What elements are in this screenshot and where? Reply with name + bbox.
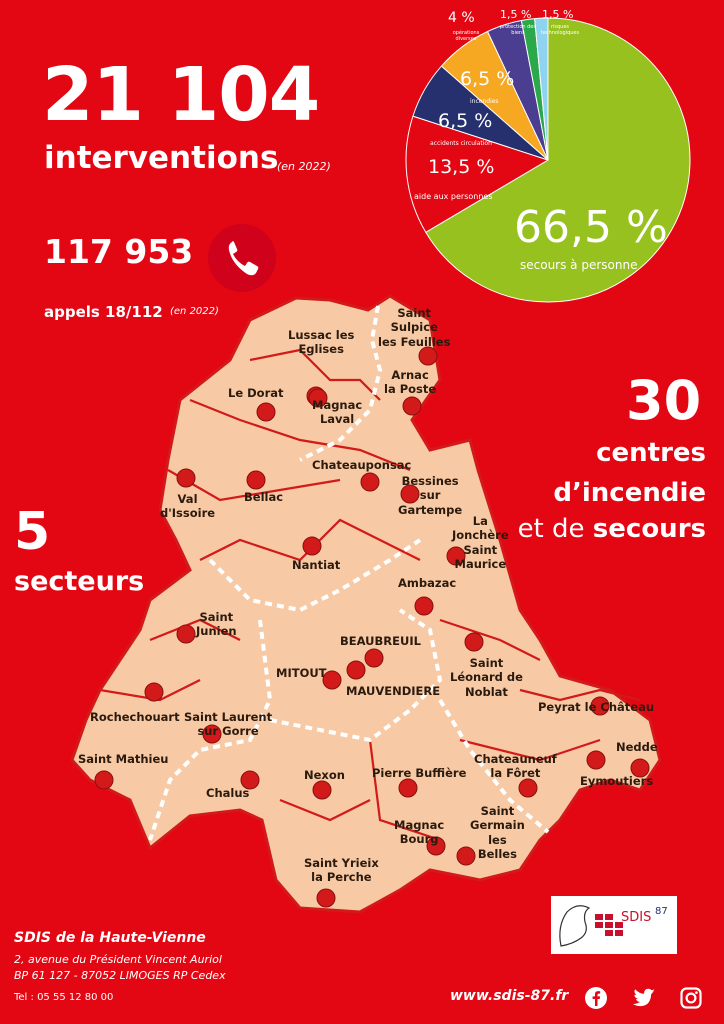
city-label: La Jonchère Saint Maurice <box>452 514 509 572</box>
instagram-icon[interactable] <box>680 987 702 1013</box>
station-marker <box>317 889 335 907</box>
pie-label-protection-value: 1,5 % <box>500 8 532 21</box>
station-marker <box>465 633 483 651</box>
city-label: Nexon <box>304 768 345 782</box>
city-label: Lussac les Eglises <box>288 328 355 357</box>
city-label: Chateauneuf la Fôret <box>474 752 557 781</box>
station-marker <box>145 683 163 701</box>
city-label: Chalus <box>206 786 250 800</box>
station-marker <box>177 625 195 643</box>
sectors-label: secteurs <box>14 566 145 597</box>
logo-superscript: 87 <box>655 906 668 917</box>
sdis-logo <box>551 896 677 954</box>
pie-label-protection-name: protection des biens <box>500 24 536 36</box>
pie-label-aide-name: aide aux personnes <box>414 192 493 201</box>
city-label: MITOUT <box>276 666 327 680</box>
website-link[interactable]: www.sdis-87.fr <box>450 988 569 1004</box>
interventions-label: interventions <box>44 140 279 176</box>
station-marker <box>177 469 195 487</box>
city-label: Rochechouart <box>90 710 180 724</box>
city-label: Saint Sulpice les Feuilles <box>378 306 451 349</box>
interventions-year-note: (en 2022) <box>277 160 331 173</box>
city-label: Bellac <box>244 490 284 504</box>
station-marker <box>419 347 437 365</box>
org-address <box>14 952 226 984</box>
pie-label-incendies-name: incendies <box>470 98 499 105</box>
centres-count: 30 <box>626 369 702 432</box>
calls-count: 117 953 <box>44 232 194 271</box>
department-shape <box>72 296 660 912</box>
pie-label-secours-name: secours à personne <box>520 258 638 272</box>
twitter-icon[interactable] <box>632 988 656 1012</box>
station-marker <box>587 751 605 769</box>
pie-label-accidents-name: accidents circulation <box>430 140 492 147</box>
centres-label-line3-bold: secours <box>592 514 706 544</box>
station-marker <box>303 537 321 555</box>
calls-year-note: (en 2022) <box>170 306 219 317</box>
pie-label-incendies-value: 6,5 % <box>460 68 515 90</box>
station-marker <box>95 771 113 789</box>
station-marker <box>313 781 331 799</box>
pie-label-accidents-value: 6,5 % <box>438 110 493 132</box>
sectors-count: 5 <box>14 502 51 562</box>
pie-label-secours-value: 66,5 % <box>514 202 668 253</box>
city-label: Peyrat le Château <box>538 700 655 714</box>
pie-label-risques-value: 1,5 % <box>542 8 574 21</box>
city-label: Le Dorat <box>228 386 284 400</box>
pie-label-risques-name: risques technologiques <box>540 24 580 36</box>
pie-label-operations-name: opérations diverses <box>452 30 480 42</box>
station-marker <box>415 597 433 615</box>
station-marker <box>361 473 379 491</box>
facebook-icon[interactable] <box>584 986 608 1014</box>
station-marker <box>519 779 537 797</box>
city-label: Nantiat <box>292 558 341 572</box>
city-label: Pierre Buffière <box>372 766 467 780</box>
city-label: Saint Laurent sur Gorre <box>184 710 273 739</box>
station-marker <box>403 397 421 415</box>
city-label: Saint Léonard de Noblat <box>450 656 523 699</box>
station-marker <box>399 779 417 797</box>
centres-label-line3-pre: et de <box>517 514 593 544</box>
pie-label-operations-value: 4 % <box>448 10 475 26</box>
station-marker <box>347 661 365 679</box>
pie-label-aide-value: 13,5 % <box>428 156 495 178</box>
city-label: Bessines sur Gartempe <box>398 474 463 517</box>
address-line1: 2, avenue du Président Vincent Auriol <box>14 953 222 966</box>
city-label: MAUVENDIERE <box>346 684 441 698</box>
address-line2: BP 61 127 - 87052 LIMOGES RP Cedex <box>14 969 226 982</box>
city-label: Saint Yrieix la Perche <box>304 856 379 885</box>
city-label: Magnac Laval <box>312 398 363 427</box>
calls-label: appels 18/112 <box>44 303 163 321</box>
city-label: Arnac la Poste <box>384 368 437 397</box>
org-name: SDIS de la Haute-Vienne <box>14 930 206 946</box>
centres-label-line2: d’incendie <box>553 478 706 508</box>
logo-text: SDIS <box>621 910 652 925</box>
station-marker <box>365 649 383 667</box>
org-phone: Tel : 05 55 12 80 00 <box>14 992 114 1003</box>
city-label: Saint Mathieu <box>78 752 169 766</box>
city-label: Eymoutiers <box>580 774 654 788</box>
city-label: Saint Junien <box>196 610 237 639</box>
city-label: BEAUBREUIL <box>340 634 421 648</box>
station-marker <box>247 471 265 489</box>
city-label: Chateauponsac <box>312 458 412 472</box>
city-label: Magnac Bourg <box>394 818 445 847</box>
city-label: Nedde <box>616 740 658 754</box>
city-label: Saint Germain les Belles <box>470 804 525 862</box>
city-label: Ambazac <box>398 576 457 590</box>
centres-label-line1: centres <box>596 438 706 468</box>
interventions-count: 21 104 <box>42 52 320 138</box>
city-label: Val d'Issoire <box>160 492 216 521</box>
station-marker <box>257 403 275 421</box>
